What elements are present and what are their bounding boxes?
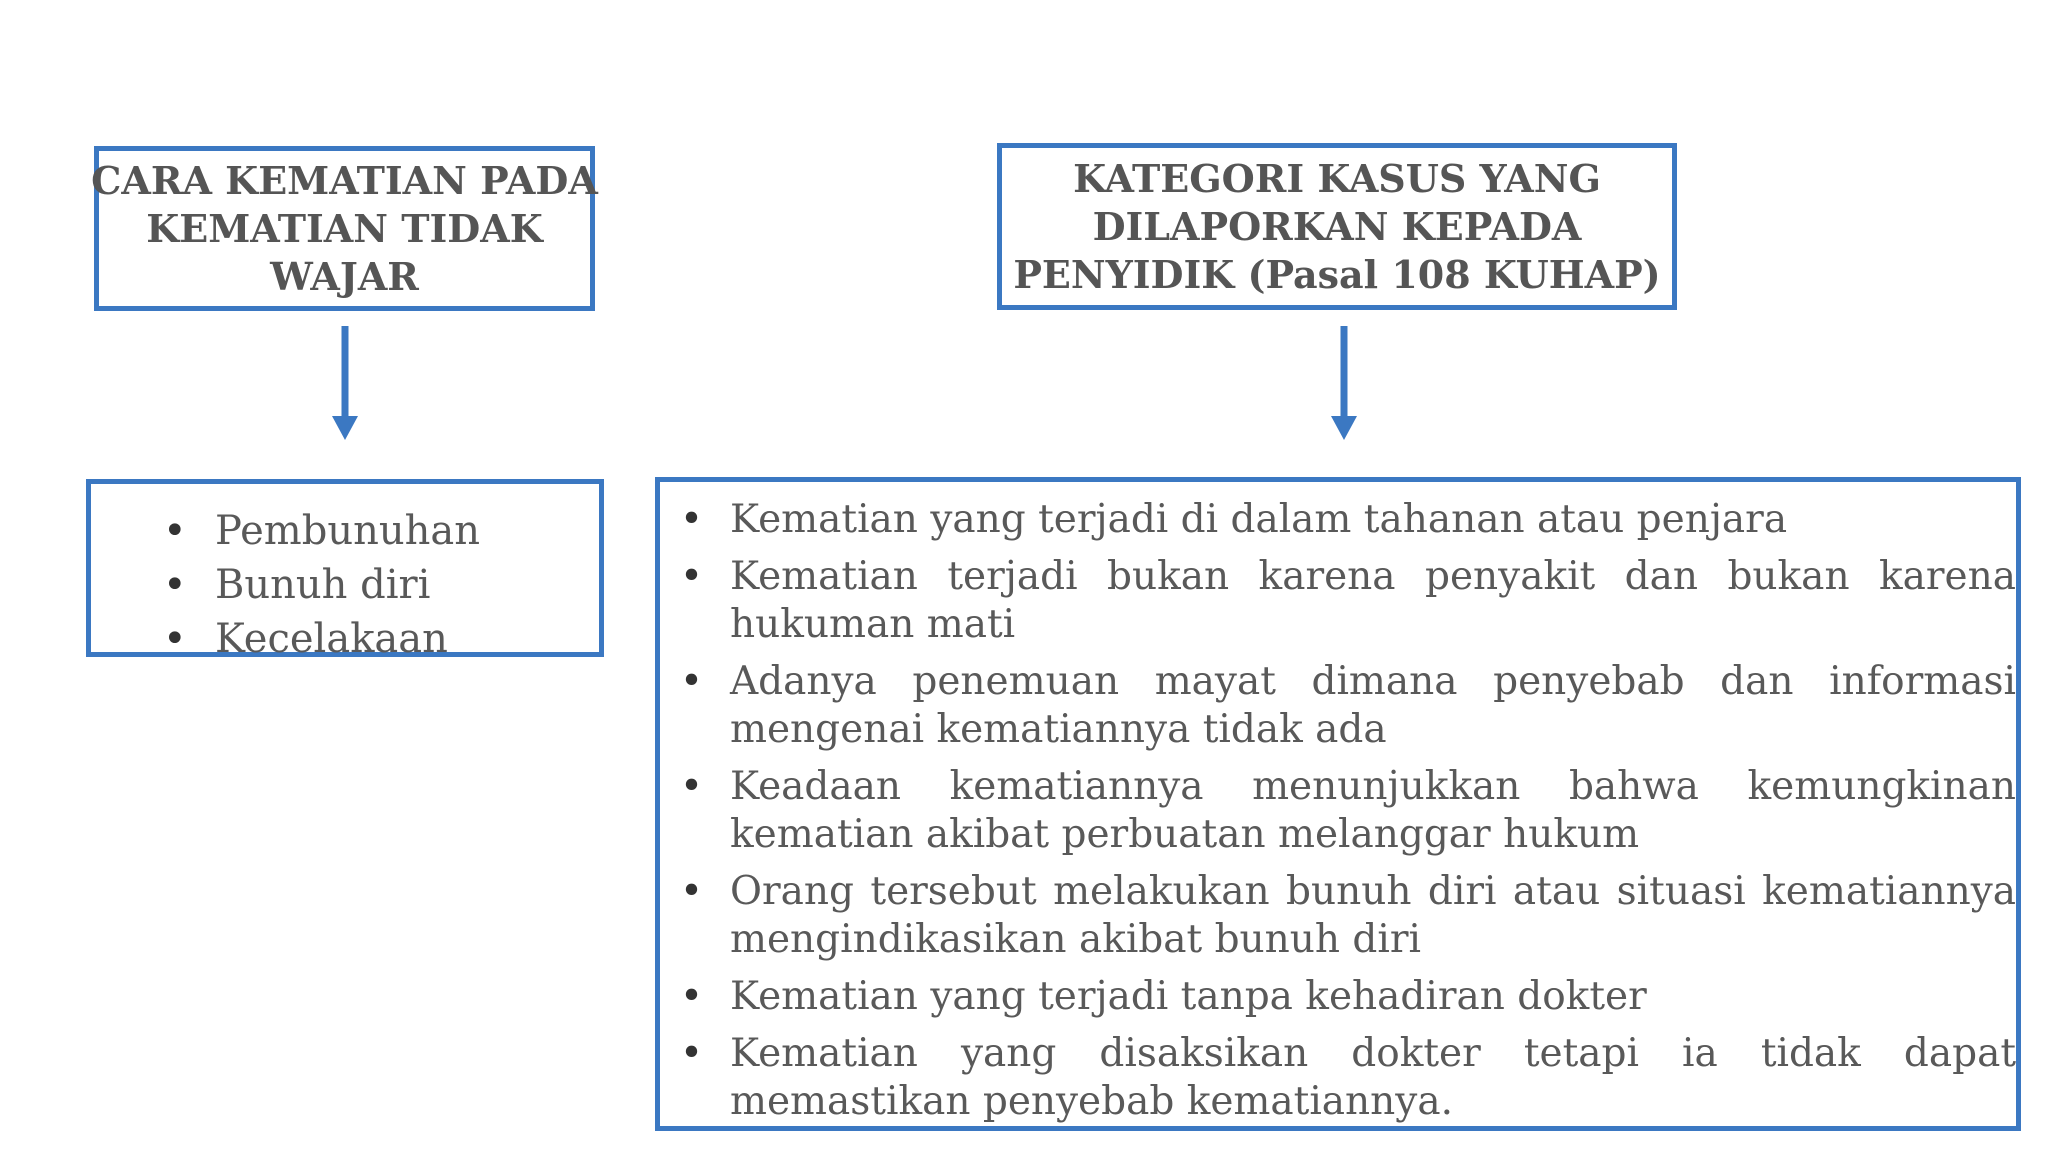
list-item: • Kematian yang disaksikan dokter tetapi ia tidak dapat memastikan penyebab kematiannya. <box>680 1030 2016 1126</box>
header-line: KEMATIAN TIDAK <box>146 205 543 251</box>
header-line: CARA KEMATIAN PADA <box>91 157 598 203</box>
list-item: • Kematian terjadi bukan karena penyakit dan bukan karena hukuman mati <box>680 553 2016 649</box>
arrow-down-right <box>1329 326 1359 442</box>
list-item: • Kecelakaan <box>163 612 599 666</box>
list-item: • Keadaan kematiannya menunjukkan bahwa kemungkinan kematian akibat perbuatan melanggar hukum <box>680 763 2016 859</box>
list-item: • Kematian yang terjadi tanpa kehadiran dokter <box>680 973 2016 1021</box>
header-line: DILAPORKAN KEPADA <box>1092 203 1582 249</box>
list-item: • Kematian yang terjadi di dalam tahanan atau penjara <box>680 496 2016 544</box>
header-line: WAJAR <box>270 253 419 299</box>
list-cara-kematian <box>86 479 604 662</box>
list-item: • Orang tersebut melakukan bunuh diri atau situasi kematiannya mengindikasikan akibat bunuh diri <box>680 868 2016 964</box>
list-kategori-kasus <box>655 477 2021 1131</box>
list-item: • Bunuh diri <box>163 558 599 612</box>
list-item: • Pembunuhan <box>163 504 599 558</box>
header-cara-kematian <box>91 146 598 311</box>
arrow-down-left <box>330 326 360 442</box>
header-line: PENYIDIK (Pasal 108 KUHAP) <box>1013 251 1661 297</box>
header-line: KATEGORI KASUS YANG <box>1073 155 1601 201</box>
list-item: • Adanya penemuan mayat dimana penyebab dan informasi mengenai kematiannya tidak ada <box>680 658 2016 754</box>
header-kategori-kasus <box>997 143 1677 310</box>
